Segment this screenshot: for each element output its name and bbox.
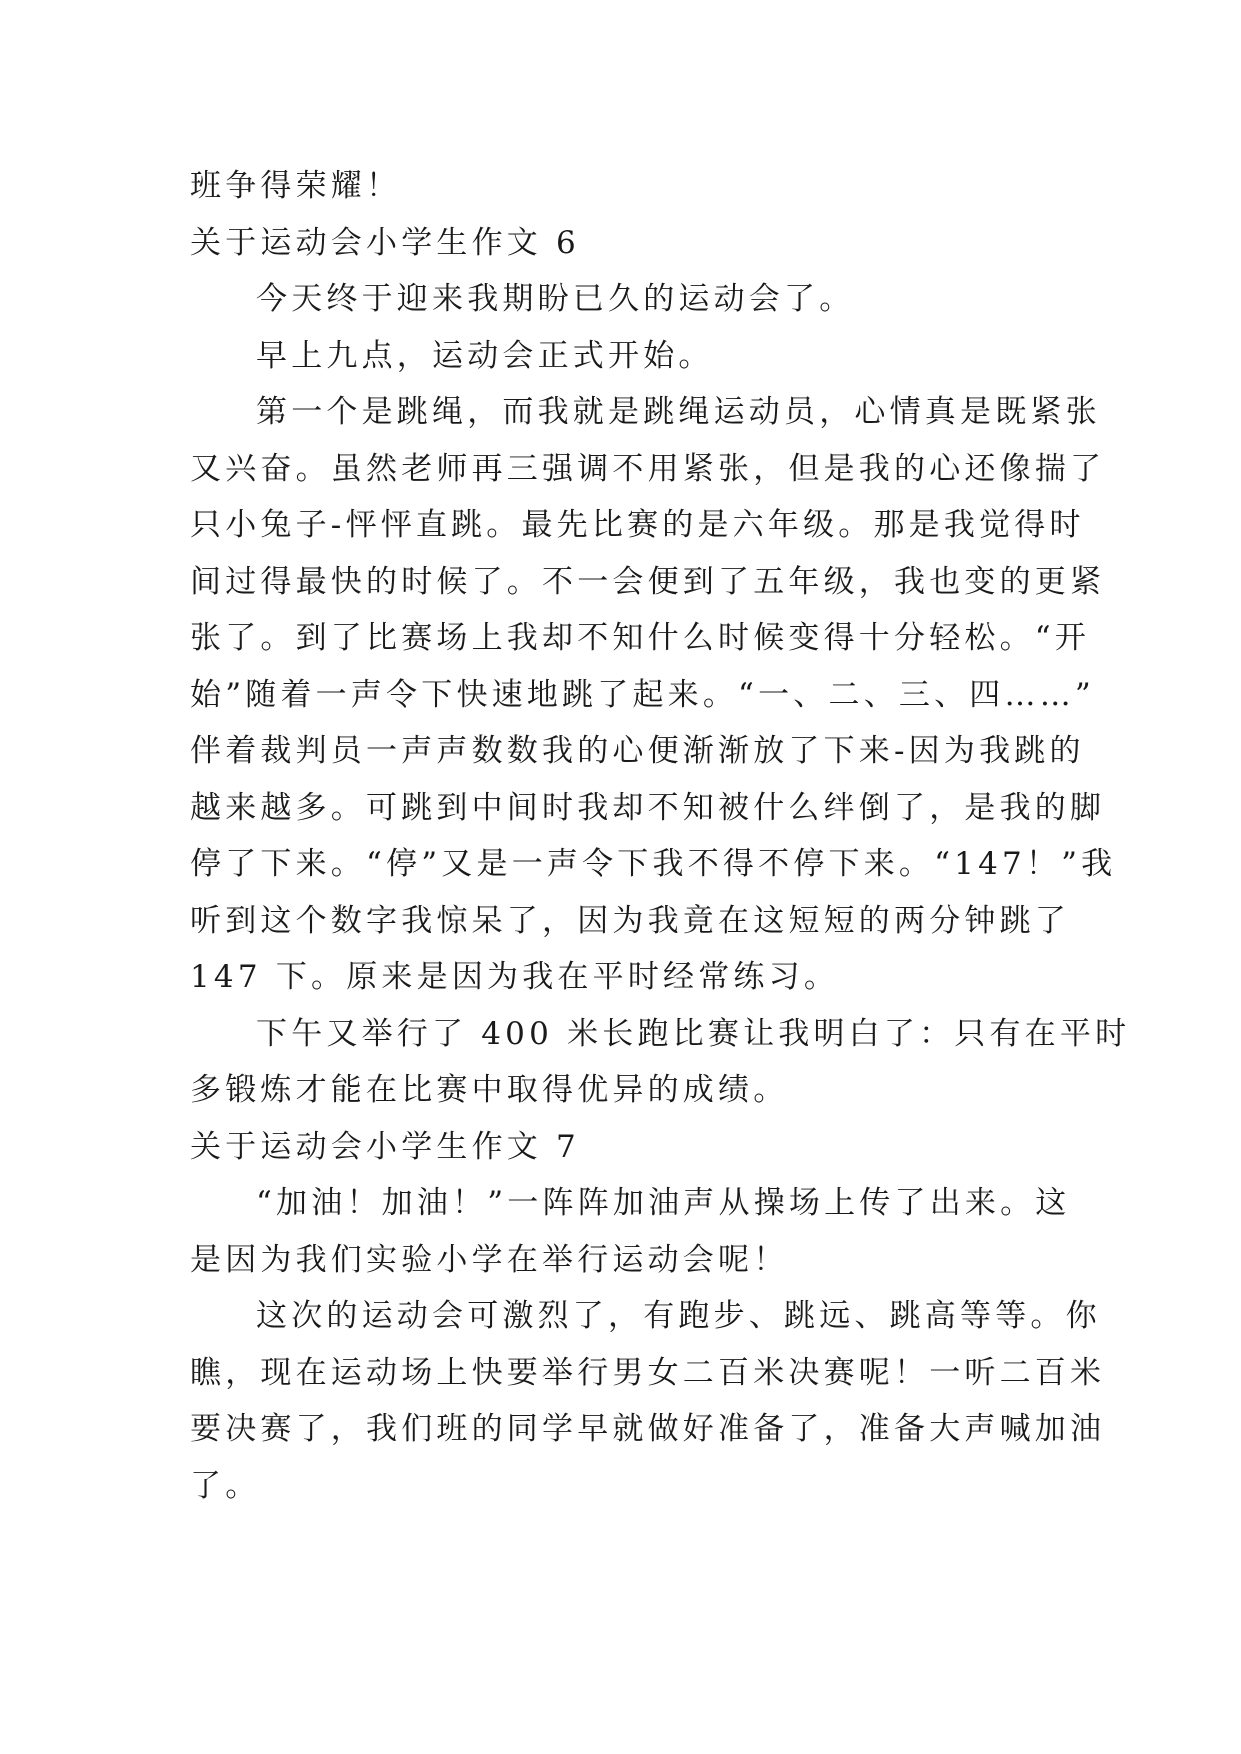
text-line: 早上九点，运动会正式开始。 <box>256 337 714 374</box>
section-heading: 关于运动会小学生作文 7 <box>190 1128 580 1165</box>
text-line: 又兴奋。虽然老师再三强调不用紧张，但是我的心还像揣了 <box>190 450 1106 487</box>
text-line: 停了下来。“停”又是一声令下我不得不停下来。“147！”我 <box>190 846 1117 882</box>
text-line: 要决赛了，我们班的同学早就做好准备了，准备大声喊加油 <box>190 1411 1106 1447</box>
text-line: 班争得荣耀！ <box>190 168 402 204</box>
text-line: 今天终于迎来我期盼已久的运动会了。 <box>256 281 855 317</box>
text-line: 间过得最快的时候了。不一会便到了五年级，我也变的更紧 <box>190 563 1106 600</box>
text-line: 张了。到了比赛场上我却不知什么时候变得十分轻松。“开 <box>190 620 1091 656</box>
text-line: 伴着裁判员一声声数数我的心便渐渐放了下来-因为我跳的 <box>190 733 1085 769</box>
text-line: 多锻炼才能在比赛中取得优异的成绩。 <box>190 1072 789 1108</box>
text-line: 147 下。原来是因为我在平时经常练习。 <box>190 959 840 995</box>
text-line: 这次的运动会可激烈了，有跑步、跳远、跳高等等。你 <box>256 1298 1101 1334</box>
text-line: 听到这个数字我惊呆了，因为我竟在这短短的两分钟跳了 <box>190 902 1070 939</box>
text-line: 第一个是跳绳，而我就是跳绳运动员，心情真是既紧张 <box>256 394 1101 430</box>
text-line: 瞧，现在运动场上快要举行男女二百米决赛呢！一听二百米 <box>190 1354 1106 1391</box>
text-line: “加油！加油！”一阵阵加油声从操场上传了出来。这 <box>256 1185 1071 1221</box>
text-line: 越来越多。可跳到中间时我却不知被什么绊倒了，是我的脚 <box>190 789 1106 826</box>
text-line: 下午又举行了 400 米长跑比赛让我明白了：只有在平时 <box>256 1015 1131 1052</box>
document-page <box>190 158 1131 1514</box>
text-line: 始”随着一声令下快速地跳了起来。“一、二、三、四……” <box>190 676 1095 713</box>
text-line: 只小兔子-怦怦直跳。最先比赛的是六年级。那是我觉得时 <box>190 507 1085 543</box>
text-line: 是因为我们实验小学在举行运动会呢！ <box>190 1241 789 1278</box>
section-heading: 关于运动会小学生作文 6 <box>190 224 580 261</box>
text-line: 了。 <box>190 1467 261 1504</box>
